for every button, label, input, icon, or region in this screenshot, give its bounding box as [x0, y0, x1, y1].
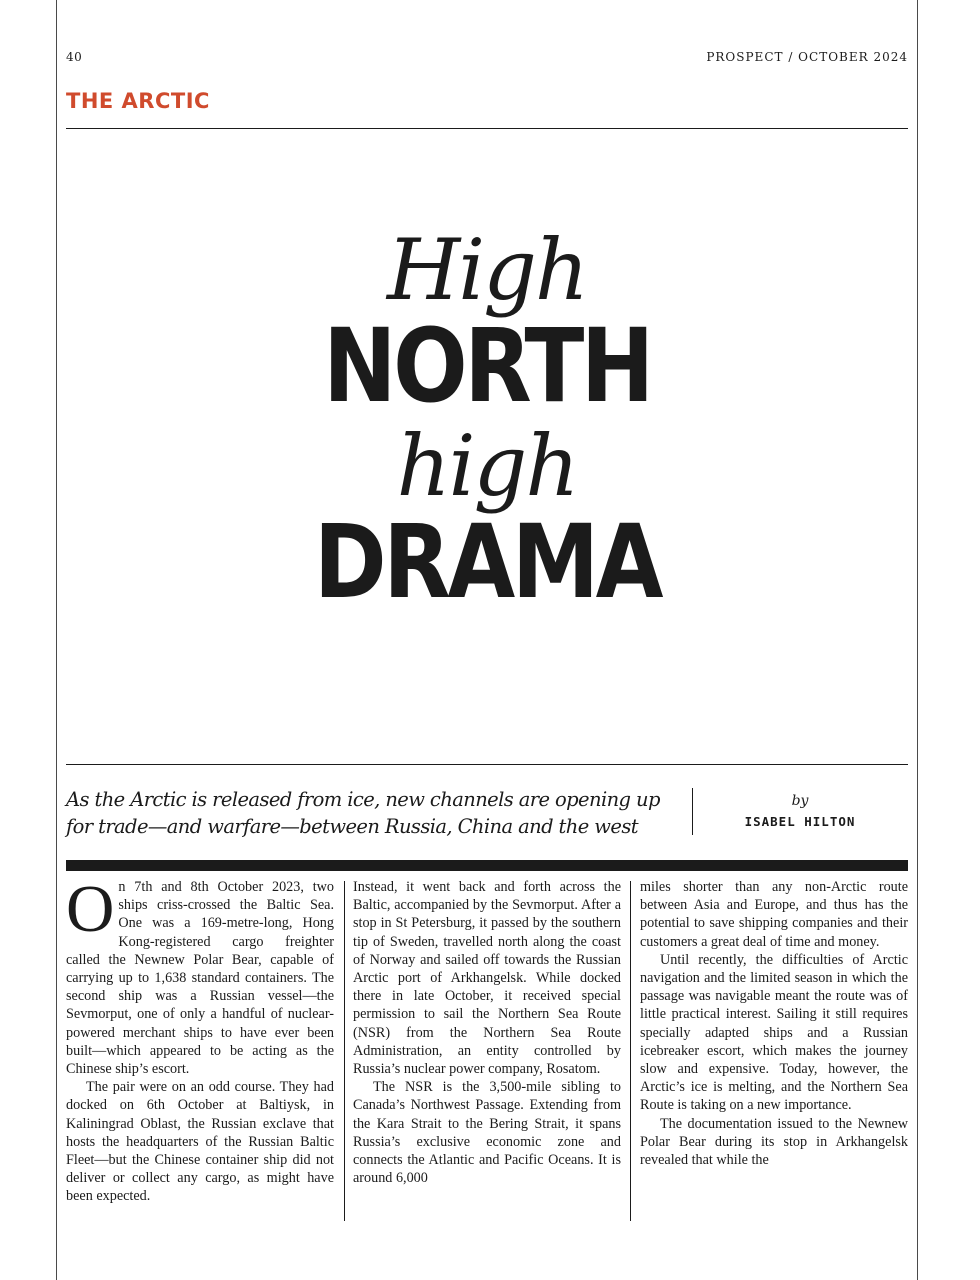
- byline-divider: [692, 788, 693, 835]
- paragraph: The NSR is the 3,500-mile sibling to Canada’s Northwest Passage. Extending from the Kara Strait to the Bering Strait, it spans Russia’s exclusive economic zone and connects the Atlantic and Pacific Oceans. It is around 6,000: [353, 1079, 621, 1187]
- running-head: PROSPECT / OCTOBER 2024: [706, 50, 908, 64]
- paragraph: miles shorter than any non-Arctic route between Asia and Europe, and thus has the potential to save shipping companies and their customers a great deal of time and money.: [640, 879, 908, 950]
- section-label: THE ARCTIC: [66, 89, 210, 113]
- headline-line-2: NORTH: [323, 307, 651, 426]
- top-rule: [66, 128, 908, 129]
- byline-by: by: [791, 793, 809, 809]
- headline-line-1: High: [387, 221, 587, 319]
- column-rule: [344, 881, 345, 1221]
- paragraph: [66, 878, 334, 1078]
- standfirst-rule: [66, 764, 908, 765]
- paragraph-text: n 7th and 8th October 2023, two ships criss-crossed the Baltic Sea. One was a 169-metre-long, Hong Kong-registered cargo freighter called the Newnew Polar Bear, capable of carrying up to 1,638 standard containers. The second ship was a Russian vessel—the Sevmorput, one of only a handful of nuclear-powered merchant ships to have ever been built—which appeared to be acting as the Chinese ship’s escort.: [66, 879, 334, 1078]
- paragraph: Instead, it went back and forth across the Baltic, accompanied by the Sevmorput. After a stop in St Petersburg, it passed by the southern tip of Sweden, travelled north along the coast of Norway and sailed off towards the Russian Arctic port of Arkhangelsk. While docked there in late October, it received special permission to sail the Northern Sea Route (NSR) from the Northern Sea Route Administration, an entity controlled by Russia’s nuclear power company, Rosatom.: [353, 879, 621, 1078]
- article-column-3: [640, 878, 908, 1238]
- byline: [700, 793, 900, 829]
- column-rule: [630, 881, 631, 1221]
- byline-author: ISABEL HILTON: [744, 814, 856, 829]
- headline-line-4: DRAMA: [313, 503, 661, 622]
- headline-line-3: high: [396, 417, 578, 515]
- article-column-1: [66, 878, 334, 1238]
- paragraph: The pair were on an odd course. They had docked on 6th October at Baltiysk, in Kaliningrad Oblast, the Russian exclave that hosts the headquarters of the Russian Baltic Fleet—but the Chinese container ship did not deliver or collect any cargo, as might have been expected.: [66, 1079, 334, 1205]
- page-edge-left: [56, 0, 57, 1280]
- article-column-2: [353, 878, 621, 1238]
- article-body: [66, 878, 908, 1258]
- standfirst: As the Arctic is released from ice, new channels are opening up for trade—and warfare—between Russia, China and the west: [66, 788, 660, 838]
- thick-rule: [66, 860, 908, 871]
- paragraph: Until recently, the difficulties of Arctic navigation and the limited season in which the passage was navigable meant the route was of little practical interest. Sailing it still requires specially adapted ships and a Russian icebreaker escort, which makes the journey slow and expensive. Today, however, the Arctic’s ice is melting, and the Northern Sea Route is taking on a new importance.: [640, 951, 908, 1114]
- paragraph: The documentation issued to the Newnew Polar Bear during its stop in Arkhangelsk revealed that while the: [640, 1115, 908, 1169]
- headline: [66, 221, 908, 622]
- drop-cap: O: [66, 878, 115, 946]
- page-edge-right: [917, 0, 918, 1280]
- page-number: 40: [66, 50, 83, 64]
